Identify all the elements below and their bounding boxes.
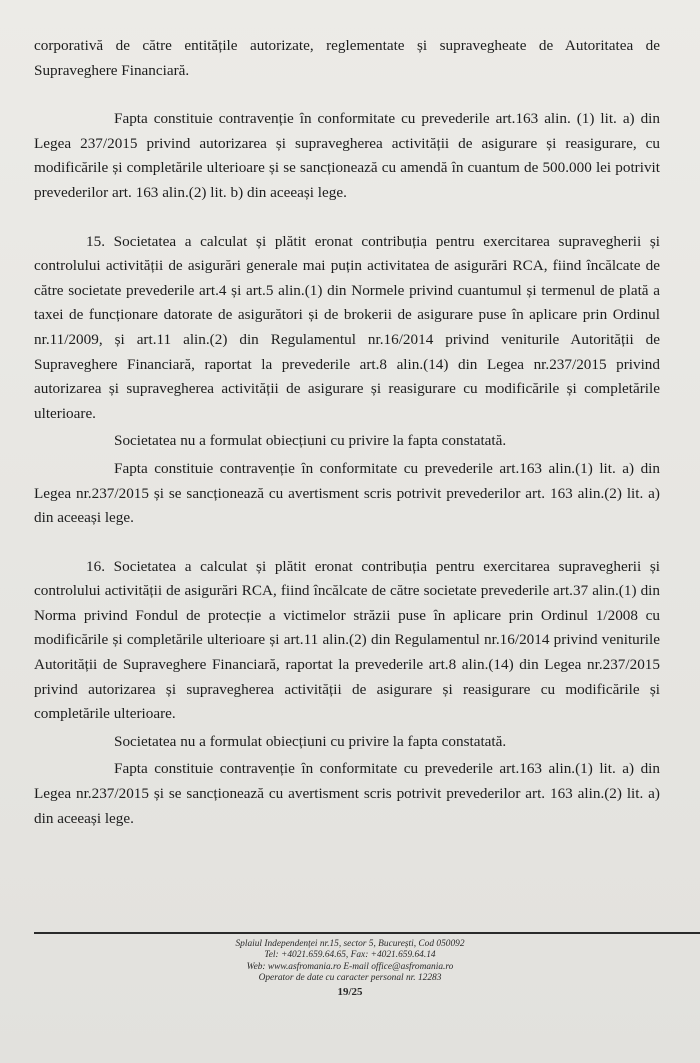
paragraph-item-16-sanction: Fapta constituie contravenție în conformitate cu prevederile art.163 alin.(1) lit. a) din Legea nr.237/2015 și se sancționează cu avertisment scris potrivit prevederilor art. 163 alin.(2) lit. a) din aceeași lege. [34, 760, 660, 827]
paragraph-item-15-sanction: Fapta constituie contravenție în conformitate cu prevederile art.163 alin.(1) lit. a) din Legea nr.237/2015 și se sancționează cu avertisment scris potrivit prevederilor art. 163 alin.(2) lit. a) din aceeași lege. [34, 459, 660, 527]
paragraph-item-16: 16. Societatea a calculat și plătit eronat contribuția pentru exercitarea supravegherii și controlului activității de asigurări RCA, fiind încălcate de către societate prevederile art.37 alin.(1) din Norma privind Fondul de protecție a victimelor străzii puse în aplicare prin Ordinul 1/2008 cu modificările și completările ulterioare și art.11 alin.(2) din Regulamentul nr.16/2014 privind veniturile Autorității de Supraveghere Financiară, raportat la prevederile art.8 alin.(14) din Legea nr.237/2015 privind autorizarea și supravegherea activității de asigurare și reasigurare cu modificările și completările ulterioare. [34, 557, 660, 723]
paragraph-item-15: 15. Societatea a calculat și plătit eronat contribuția pentru exercitarea supravegherii și controlului activității de asigurări generale mai puțin activitatea de asigurări RCA, fiind încălcate de către societate prevederile art.4 și art.5 alin.(1) din Normele privind cuantumul și termenul de plată a taxei de funcționare datorate de asigurători și de brokerii de asigurare puse în aplicare prin Ordinul nr.11/2009, și art.11 alin.(2) din Regulamentul nr.16/2014 privind veniturile Autorității de Supraveghere Financiară, raportat la prevederile art.8 alin.(14) din Legea nr.237/2015 privind autorizarea și supravegherea activității de asigurare și reasigurare cu modificările și completările ulterioare. [34, 232, 660, 422]
paragraph-continuation: corporativă de către entitățile autorizate, reglementate și supravegheate de Autoritatea de Supraveghere Financiară. [34, 37, 660, 79]
page-number: 19/25 [337, 985, 363, 998]
footer-web-email: Web: www.asfromania.ro E-mail office@asfromania.ro [246, 961, 454, 972]
footer-divider [34, 932, 700, 934]
paragraph-item-16-no-objections: Societatea nu a formulat obiecțiuni cu privire la fapta constatată. [114, 732, 507, 750]
paragraph-item-15-no-objections: Societatea nu a formulat obiecțiuni cu privire la fapta constatată. [114, 432, 507, 450]
document-body [34, 34, 660, 831]
footer-address: Splaiul Independenței nr.15, sector 5, București, Cod 050092 [235, 939, 465, 949]
footer-operator: Operator de date cu caracter personal nr. 12283 [258, 973, 442, 984]
footer-phone-fax: Tel: +4021.659.64.65, Fax: +4021.659.64.14 [264, 950, 436, 961]
paragraph-sanction-fine: Fapta constituie contravenție în conformitate cu prevederile art.163 alin. (1) lit. a) din Legea 237/2015 privind autorizarea și supravegherea activității de asigurare și reasigurare, cu modificările și completările ulterioare și se sancționează cu amendă în cuantum de 500.000 lei potrivit prevederilor art. 163 alin.(2) lit. b) din aceeași lege. [34, 110, 660, 201]
page-footer [0, 939, 700, 999]
